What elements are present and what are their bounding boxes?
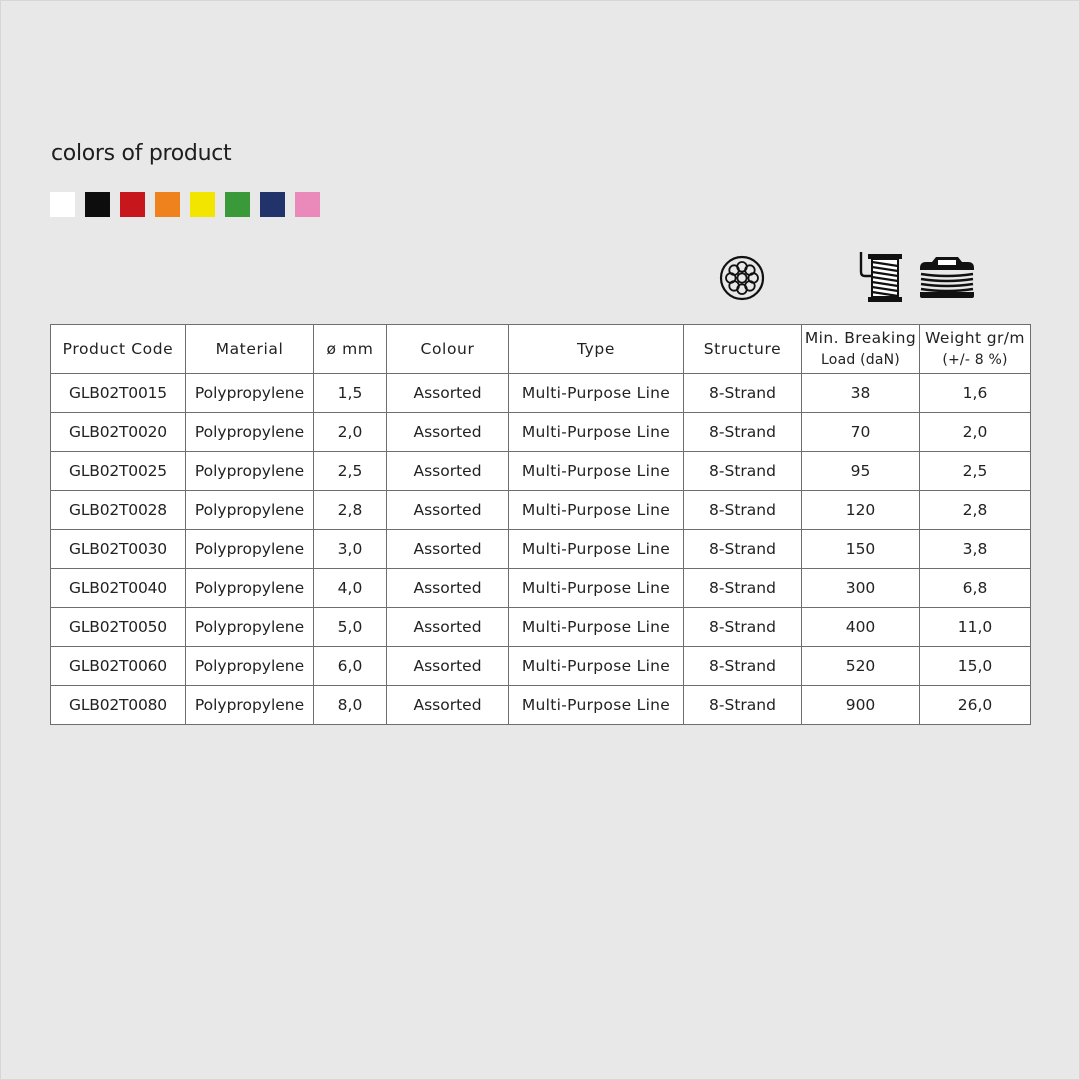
swatch-yellow bbox=[190, 192, 215, 217]
header-min-breaking-load-line2: Load (daN) bbox=[821, 352, 900, 368]
cell-colour: Assorted bbox=[387, 530, 509, 569]
cell-diameter: 6,0 bbox=[314, 647, 387, 686]
cell-load: 400 bbox=[802, 608, 920, 647]
swatch-white bbox=[50, 192, 75, 217]
header-min-breaking-load bbox=[802, 325, 920, 374]
cell-diameter: 1,5 bbox=[314, 374, 387, 413]
cell-code: GLB02T0050 bbox=[51, 608, 186, 647]
cell-structure: 8-Strand bbox=[684, 530, 802, 569]
header-colour: Colour bbox=[387, 325, 509, 374]
cell-code: GLB02T0080 bbox=[51, 686, 186, 725]
cell-diameter: 8,0 bbox=[314, 686, 387, 725]
spool-icon bbox=[855, 250, 905, 310]
cell-material: Polypropylene bbox=[186, 413, 314, 452]
cell-code: GLB02T0028 bbox=[51, 491, 186, 530]
header-material: Material bbox=[186, 325, 314, 374]
cell-weight: 3,8 bbox=[920, 530, 1031, 569]
cell-colour: Assorted bbox=[387, 491, 509, 530]
cell-weight: 6,8 bbox=[920, 569, 1031, 608]
header-type: Type bbox=[509, 325, 684, 374]
cell-load: 520 bbox=[802, 647, 920, 686]
cell-type: Multi-Purpose Line bbox=[509, 608, 684, 647]
cell-code: GLB02T0025 bbox=[51, 452, 186, 491]
cell-weight: 2,0 bbox=[920, 413, 1031, 452]
table-row bbox=[51, 686, 1031, 725]
cell-type: Multi-Purpose Line bbox=[509, 530, 684, 569]
cell-load: 900 bbox=[802, 686, 920, 725]
product-spec-table bbox=[50, 324, 1031, 725]
cell-load: 38 bbox=[802, 374, 920, 413]
header-min-breaking-load-line1: Min. Breaking bbox=[804, 329, 917, 347]
cell-type: Multi-Purpose Line bbox=[509, 491, 684, 530]
cell-structure: 8-Strand bbox=[684, 686, 802, 725]
cell-load: 95 bbox=[802, 452, 920, 491]
cell-material: Polypropylene bbox=[186, 569, 314, 608]
cell-weight: 15,0 bbox=[920, 647, 1031, 686]
page-title: colors of product bbox=[51, 141, 232, 166]
cell-colour: Assorted bbox=[387, 608, 509, 647]
cell-load: 150 bbox=[802, 530, 920, 569]
cell-diameter: 5,0 bbox=[314, 608, 387, 647]
color-swatches bbox=[50, 192, 330, 217]
cell-type: Multi-Purpose Line bbox=[509, 413, 684, 452]
table-row bbox=[51, 530, 1031, 569]
cell-structure: 8-Strand bbox=[684, 569, 802, 608]
table-row bbox=[51, 374, 1031, 413]
cell-material: Polypropylene bbox=[186, 608, 314, 647]
cell-structure: 8-Strand bbox=[684, 491, 802, 530]
cell-code: GLB02T0030 bbox=[51, 530, 186, 569]
cell-diameter: 3,0 bbox=[314, 530, 387, 569]
cell-code: GLB02T0040 bbox=[51, 569, 186, 608]
cell-diameter: 4,0 bbox=[314, 569, 387, 608]
cell-weight: 26,0 bbox=[920, 686, 1031, 725]
cell-weight: 11,0 bbox=[920, 608, 1031, 647]
cell-type: Multi-Purpose Line bbox=[509, 452, 684, 491]
reel-icon bbox=[918, 254, 976, 304]
cell-weight: 2,8 bbox=[920, 491, 1031, 530]
cell-diameter: 2,5 bbox=[314, 452, 387, 491]
table-row bbox=[51, 608, 1031, 647]
cell-code: GLB02T0015 bbox=[51, 374, 186, 413]
cell-material: Polypropylene bbox=[186, 491, 314, 530]
cell-material: Polypropylene bbox=[186, 647, 314, 686]
cell-load: 300 bbox=[802, 569, 920, 608]
table-row bbox=[51, 647, 1031, 686]
swatch-green bbox=[225, 192, 250, 217]
table-row bbox=[51, 569, 1031, 608]
cell-code: GLB02T0020 bbox=[51, 413, 186, 452]
cell-diameter: 2,0 bbox=[314, 413, 387, 452]
swatch-red bbox=[120, 192, 145, 217]
cell-structure: 8-Strand bbox=[684, 647, 802, 686]
cell-type: Multi-Purpose Line bbox=[509, 374, 684, 413]
header-structure: Structure bbox=[684, 325, 802, 374]
cell-type: Multi-Purpose Line bbox=[509, 686, 684, 725]
cell-colour: Assorted bbox=[387, 452, 509, 491]
cell-structure: 8-Strand bbox=[684, 374, 802, 413]
table-header-row bbox=[51, 325, 1031, 374]
header-product-code: Product Code bbox=[51, 325, 186, 374]
cell-colour: Assorted bbox=[387, 413, 509, 452]
table-row bbox=[51, 413, 1031, 452]
cell-colour: Assorted bbox=[387, 374, 509, 413]
cell-material: Polypropylene bbox=[186, 452, 314, 491]
header-weight bbox=[920, 325, 1031, 374]
eight-strand-cross-section-icon bbox=[719, 255, 765, 305]
cell-material: Polypropylene bbox=[186, 530, 314, 569]
cell-material: Polypropylene bbox=[186, 374, 314, 413]
cell-weight: 2,5 bbox=[920, 452, 1031, 491]
cell-type: Multi-Purpose Line bbox=[509, 647, 684, 686]
cell-colour: Assorted bbox=[387, 647, 509, 686]
swatch-orange bbox=[155, 192, 180, 217]
cell-structure: 8-Strand bbox=[684, 608, 802, 647]
swatch-pink bbox=[295, 192, 320, 217]
cell-code: GLB02T0060 bbox=[51, 647, 186, 686]
swatch-navy bbox=[260, 192, 285, 217]
swatch-black bbox=[85, 192, 110, 217]
cell-colour: Assorted bbox=[387, 569, 509, 608]
cell-structure: 8-Strand bbox=[684, 452, 802, 491]
cell-colour: Assorted bbox=[387, 686, 509, 725]
cell-structure: 8-Strand bbox=[684, 413, 802, 452]
table-row bbox=[51, 452, 1031, 491]
cell-diameter: 2,8 bbox=[314, 491, 387, 530]
cell-load: 120 bbox=[802, 491, 920, 530]
header-diameter: ø mm bbox=[314, 325, 387, 374]
cell-weight: 1,6 bbox=[920, 374, 1031, 413]
header-weight-line2: (+/- 8 %) bbox=[942, 352, 1008, 368]
cell-material: Polypropylene bbox=[186, 686, 314, 725]
cell-type: Multi-Purpose Line bbox=[509, 569, 684, 608]
table-row bbox=[51, 491, 1031, 530]
header-weight-line1: Weight gr/m bbox=[925, 329, 1025, 347]
cell-load: 70 bbox=[802, 413, 920, 452]
